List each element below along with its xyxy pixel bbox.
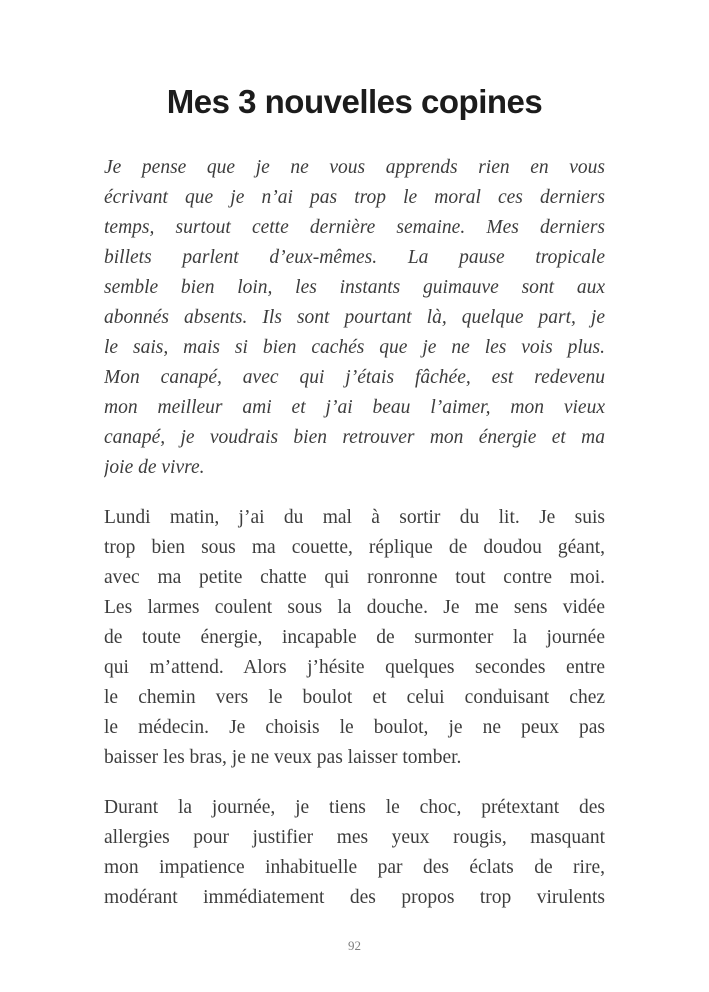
text-line: joie de vivre. xyxy=(104,457,205,478)
text-line: Mon canapé, avec qui j’étais fâchée, est redevenu xyxy=(104,367,605,388)
page-number: 92 xyxy=(348,938,361,953)
text-line: trop bien sous ma couette, réplique de doudou géant, xyxy=(104,537,605,558)
text-line: canapé, je voudrais bien retrouver mon énergie et ma xyxy=(104,427,605,448)
text-line: mon impatience inhabituelle par des éclats de rire, xyxy=(104,857,605,878)
text-line: modérant immédiatement des propos trop virulents xyxy=(104,887,605,908)
text-line: Je pense que je ne vous apprends rien en vous xyxy=(104,157,605,178)
page-title: Mes 3 nouvelles copines xyxy=(166,83,543,120)
paragraph xyxy=(104,793,605,913)
text-line: avec ma petite chatte qui ronronne tout contre moi. xyxy=(104,567,605,588)
text-line: mon meilleur ami et j’ai beau l’aimer, mon vieux xyxy=(104,397,605,418)
text-line: de toute énergie, incapable de surmonter la journée xyxy=(104,627,605,648)
text-line: allergies pour justifier mes yeux rougis, masquant xyxy=(104,827,605,848)
text-line: Les larmes coulent sous la douche. Je me sens vidée xyxy=(104,597,605,618)
paragraph xyxy=(104,153,605,483)
text-line: temps, surtout cette dernière semaine. Mes derniers xyxy=(104,217,605,238)
text-line: qui m’attend. Alors j’hésite quelques secondes entre xyxy=(104,657,605,678)
paragraphs xyxy=(104,153,605,913)
text-line: billets parlent d’eux-mêmes. La pause tropicale xyxy=(104,247,605,268)
text-line: abonnés absents. Ils sont pourtant là, quelque part, je xyxy=(104,307,605,328)
text-line: le sais, mais si bien cachés que je ne les vois plus. xyxy=(104,337,605,358)
text-line: écrivant que je n’ai pas trop le moral ces derniers xyxy=(104,187,605,208)
text-line: baisser les bras, je ne veux pas laisser tomber. xyxy=(104,747,462,768)
text-line: Lundi matin, j’ai du mal à sortir du lit. Je suis xyxy=(104,507,605,528)
text-line: semble bien loin, les instants guimauve sont aux xyxy=(104,277,605,298)
text-line: le médecin. Je choisis le boulot, je ne peux pas xyxy=(104,717,605,738)
paragraph xyxy=(104,503,605,773)
text-line: le chemin vers le boulot et celui conduisant chez xyxy=(104,687,605,708)
text-line: Durant la journée, je tiens le choc, prétextant des xyxy=(104,797,605,818)
